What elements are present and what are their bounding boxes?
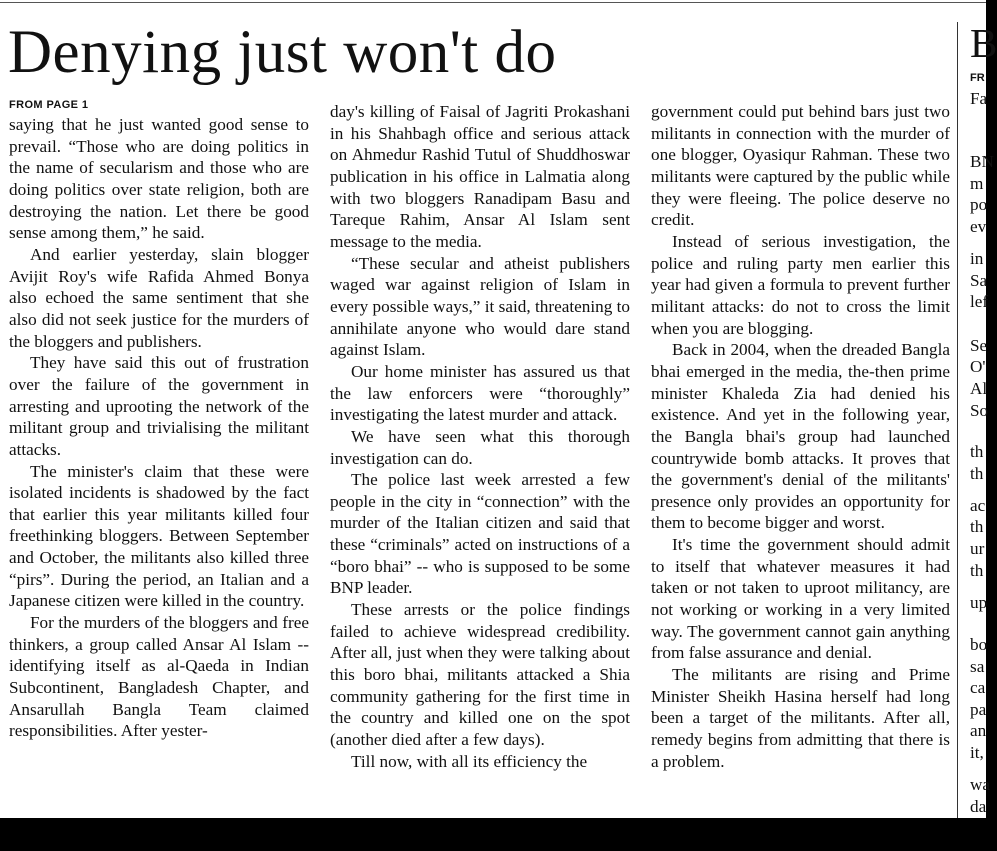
article-column-2	[330, 101, 630, 821]
adjacent-text-fragment: bo	[970, 635, 988, 654]
adjacent-text-fragment: th	[970, 464, 984, 483]
paragraph: We have seen what this thorough investigation can do.	[330, 426, 630, 468]
adjacent-text-fragment: Al	[970, 379, 988, 398]
headline: Denying just won't do	[8, 19, 557, 86]
adjacent-text-fragment: da	[970, 797, 987, 816]
adjacent-text-fragment: pa	[970, 700, 987, 719]
adjacent-text-fragment: up	[970, 593, 988, 612]
paragraph: “These secular and atheist publishers waged war against religion of Islam in every possible ways,” it said, threatening to annihilate anyone who would dare stand against Islam.	[330, 253, 630, 360]
adjacent-text-fragment: an	[970, 721, 987, 740]
adjacent-headline: B	[970, 20, 997, 66]
paragraph: government could put behind bars just two militants in connection with the murder of one blogger, Oyasiqur Rahman. These two militants were captured by the public while they were fleeing. The police deserve no credit.	[651, 102, 950, 230]
adjacent-text-fragment: it,	[970, 743, 984, 762]
adjacent-article-strip	[970, 0, 997, 818]
adjacent-text-fragment: Se	[970, 336, 988, 355]
paragraph: For the murders of the bloggers and free thinkers, a group called Ansar Al Islam -- identifying itself as al-Qaeda in Indian Subcontinent, Bangladesh Chapter, and Ansarullah Bangla Team claimed responsibilities. After yester-	[9, 613, 309, 741]
paragraph: Back in 2004, when the dreaded Bangla bhai emerged in the media, the-then prime minister Khaleda Zia had denied his existence. And yet in the following year, the Bangla bhai's group had launched countrywide bomb attacks. It proves that the government's denial of the militants' presence only provides an opportunity for them to become bigger and worst.	[651, 340, 950, 533]
column-divider	[957, 22, 958, 818]
adjacent-text-fragment: So	[970, 401, 989, 420]
adjacent-text-fragment: th	[970, 517, 984, 536]
adjacent-text-fragment: ur	[970, 539, 985, 558]
adjacent-text-fragment: in	[970, 249, 984, 268]
adjacent-continued-label: FR	[970, 72, 985, 84]
paragraph: Instead of serious investigation, the police and ruling party men earlier this year had given a formula to prevent further militant attacks: do not to cross the limit when you are blogging.	[651, 231, 950, 338]
adjacent-text-fragment: Fa	[970, 89, 988, 108]
adjacent-text-fragment: wa	[970, 775, 991, 794]
article-column-1	[9, 98, 309, 818]
paragraph: The police last week arrested a few people in the city in “connection” with the murder of the Italian citizen and said that these “criminals” acted on instructions of a “boro bhai” -- who is supposed to be some BNP leader.	[330, 470, 630, 598]
continued-from-label: FROM PAGE 1	[9, 99, 89, 111]
paragraph: The militants are rising and Prime Minister Sheikh Hasina herself had long been a target of the militants. After all, remedy begins from admitting that there is a problem.	[651, 665, 950, 771]
adjacent-text-fragment: O'	[970, 357, 986, 376]
paragraph: day's killing of Faisal of Jagriti Prokashani in his Shahbagh office and serious attack on Ahmedur Rashid Tutul of Shuddhoswar publication in his office in Lalmatia along with two bloggers Ranadipam Basu and Tareque Rahim, Ansar Al Islam sent message to the media.	[330, 102, 630, 251]
paragraph: Our home minister has assured us that the law enforcers were “thoroughly” investigating the latest murder and attack.	[330, 361, 630, 425]
adjacent-text-fragment: po	[970, 195, 988, 214]
adjacent-text-fragment: ac	[970, 496, 986, 515]
paragraph: Till now, with all its efficiency the	[351, 751, 588, 771]
paragraph: saying that he just wanted good sense to prevail. “Those who are doing politics in the name of secularism and those who are doing politics over state religion, both are destroying the nation. Let there be good sense among them,” he said.	[9, 115, 309, 243]
top-rule	[0, 2, 986, 3]
adjacent-text-fragment: lef	[970, 292, 989, 311]
paragraph: They have said this out of frustration over the failure of the government in arresting and uprooting the network of the militant group and trivialising the militant attacks.	[9, 353, 309, 459]
adjacent-text-fragment: Sa	[970, 271, 988, 290]
adjacent-text-fragment: BN	[970, 152, 994, 171]
paragraph: And earlier yesterday, slain blogger Avijit Roy's wife Rafida Ahmed Bonya also echoed the same sentiment that she also did not seek justice for the murders of the bloggers and publishers.	[9, 244, 309, 351]
adjacent-text-fragment: ca	[970, 678, 986, 697]
paragraph: The minister's claim that these were isolated incidents is shadowed by the fact that earlier this year militants killed four freethinking bloggers. Between September and October, the militants also killed three “pirs”. During the period, an Italian and a Japanese citizen were killed in the country.	[9, 461, 309, 611]
adjacent-text-fragment: th	[970, 442, 984, 461]
paragraph: These arrests or the police findings failed to achieve widespread credibility. After all, just when they were talking about this boro bhai, militants attacked a Shia community gathering for the first time in the country and killed one on the spot (another died after a few days).	[330, 600, 630, 750]
adjacent-text-fragment: sa	[970, 657, 985, 676]
adjacent-text-fragment: m	[970, 174, 984, 193]
adjacent-text-fragment: ev	[970, 217, 987, 236]
adjacent-text-fragment: th	[970, 561, 984, 580]
article-column-3	[651, 101, 950, 821]
paragraph: It's time the government should admit to itself that whatever measures it had taken or not taken to uproot militancy, are not working or working in a very limited way. The government cannot gain anything from false assurance and denial.	[651, 535, 950, 663]
